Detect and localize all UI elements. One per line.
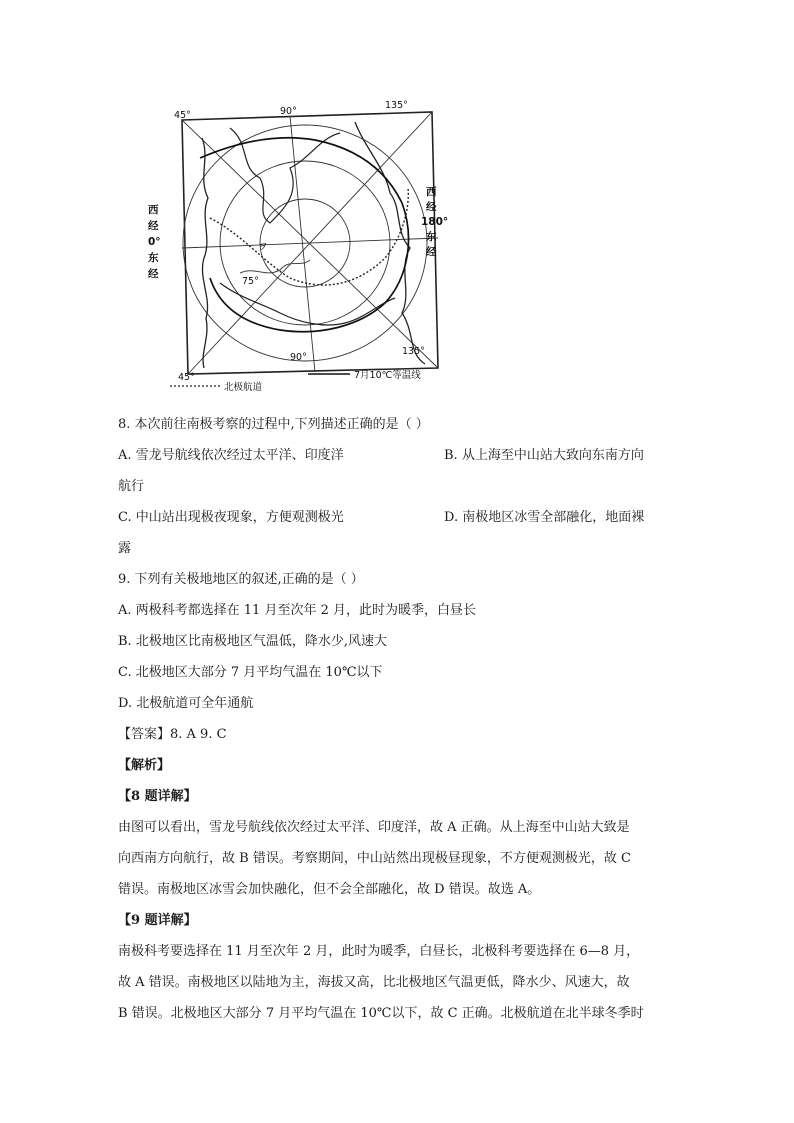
q9-stem: 9. 下列有关极地地区的叙述,正确的是（ ） [118,572,364,587]
left-vert-3: 0° [148,236,161,248]
q8-option-d: D. 南极地区冰雪全部融化，地面裸 [444,510,645,525]
detail8-line-3: 错误。南极地区冰雪会加快融化，但不会全部融化，故 D 错误。故选 A。 [118,882,541,897]
deg-bottom-left: 45° [178,372,195,383]
deg-top-mid: 90° [280,106,297,117]
deg-bottom-mid: 90° [290,352,307,363]
right-vert-2: 经 [426,201,437,213]
left-vert-1: 西 [148,204,159,216]
right-vert-1: 西 [426,186,437,198]
q8-option-b-cont: 航行 [118,479,145,494]
document-body [118,409,678,1029]
q9-option-d: D. 北极航道可全年通航 [118,696,254,711]
analysis-title: 【解析】 [118,758,171,773]
deg-bottom-right: 135° [402,346,425,357]
detail9-line-1: 南极科考要选择在 11 月至次年 2 月，此时为暖季，白昼长，北极科考要选择在 6—8 月， [118,944,640,959]
q8-options-ab [118,440,678,471]
q9-option-a: A. 两极科考都选择在 11 月至次年 2 月，此时为暖季，白昼长 [118,603,476,618]
right-vert-4: 东 [426,231,437,243]
detail9-line-2: 故 A 错误。南极地区以陆地为主，海拔又高，比北极地区气温更低，降水少、风速大，故 [118,975,630,990]
arctic-map [140,98,450,398]
deg-top-right: 135° [385,100,408,111]
answer-line: 【答案】8. A 9. C [118,727,227,742]
q8-option-d-cont: 露 [118,541,132,556]
legend-route-label: 北极航道 [224,382,263,393]
detail8-line-1: 由图可以看出，雪龙号航线依次经过太平洋、印度洋，故 A 正确。从上海至中山站大致是 [118,820,630,835]
q8-option-a: A. 雪龙号航线依次经过太平洋、印度洋 [118,448,344,463]
q9-option-c: C. 北极地区大部分 7 月平均气温在 10℃以下 [118,665,383,680]
right-vert-5: 经 [426,246,437,258]
detail8-line-2: 向西南方向航行，故 B 错误。考察期间，中山站然出现极昼现象，不方便观测极光，故 C [118,851,631,866]
lat-label: 75° [242,276,259,287]
right-vert-3: 180° [421,216,449,228]
q8-stem: 8. 本次前往南极考察的过程中,下列描述正确的是（ ） [118,417,429,432]
q8-option-b: B. 从上海至中山站大致向东南方向 [444,448,644,463]
coastline-islands [240,260,310,273]
deg-top-left: 45° [174,110,191,121]
q8-option-c: C. 中山站出现极夜现象，方便观测极光 [118,510,344,525]
detail8-title: 【8 题详解】 [118,789,197,804]
detail9-line-3: B 错误。北极地区大部分 7 月平均气温在 10℃以下，故 C 正确。北极航道在北半球冬季时 [118,1006,644,1021]
left-vert-2: 经 [148,220,159,232]
q8-options-cd [118,502,678,533]
left-vert-4: 东 [148,252,159,264]
isotherm-10c-line [200,138,408,332]
legend-isotherm-label: 7月10℃等温线 [354,370,421,381]
detail9-title: 【9 题详解】 [118,913,197,928]
arctic-map-figure [140,98,450,398]
left-vert-5: 经 [148,268,159,280]
map-marker-label: ヲ [258,242,268,253]
q9-option-b: B. 北极地区比南极地区气温低，降水少,风速大 [118,634,387,649]
